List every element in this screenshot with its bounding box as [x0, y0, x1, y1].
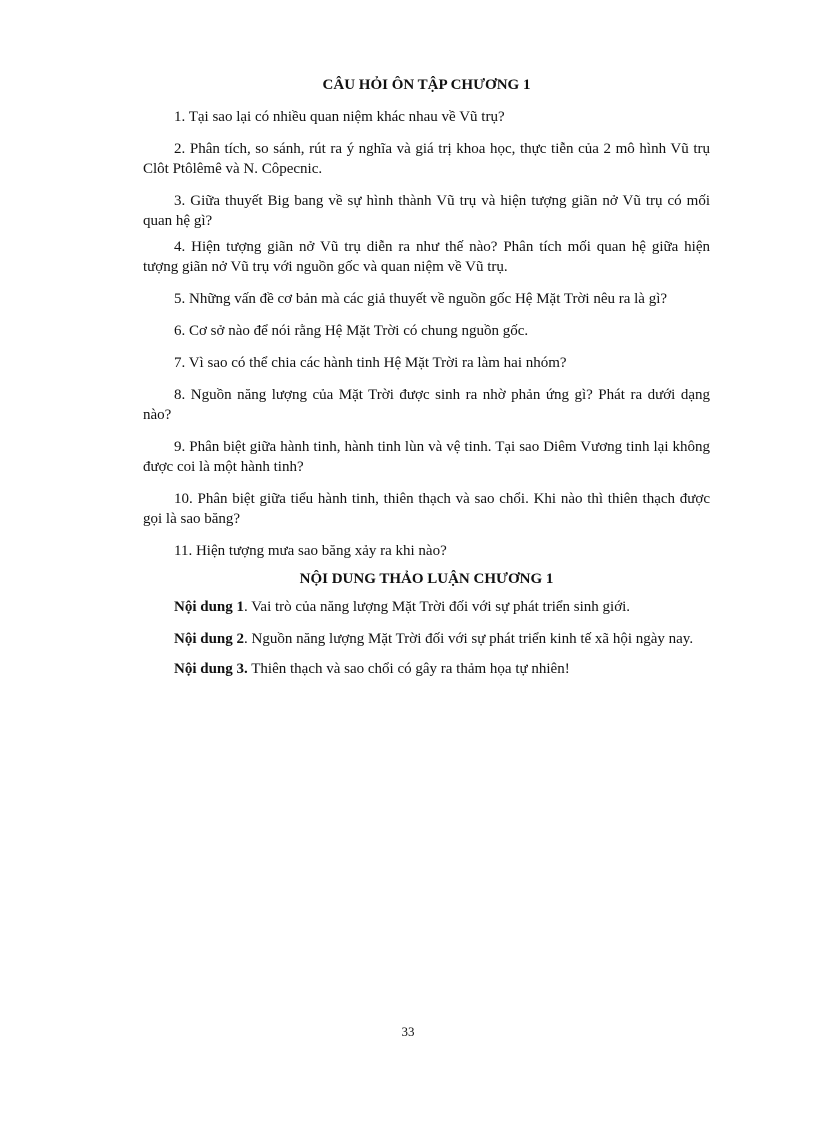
- discussion-item-1: [143, 597, 710, 617]
- discussion-heading: NỘI DUNG THẢO LUẬN CHƯƠNG 1: [299, 571, 554, 587]
- question-1: 1. Tại sao lại có nhiều quan niệm khác nhau về Vũ trụ?: [174, 109, 505, 125]
- question-10: 10. Phân biệt giữa tiểu hành tinh, thiên thạch và sao chổi. Khi nào thì thiên thạch được gọi là sao băng?: [143, 491, 710, 527]
- question-2: 2. Phân tích, so sánh, rút ra ý nghĩa và giá trị khoa học, thực tiễn của 2 mô hình Vũ trụ Clôt Ptôlêmê và N. Côpecnic.: [143, 141, 710, 177]
- discussion-item-2-text: . Nguồn năng lượng Mặt Trời đối với sự phát triển kinh tế xã hội ngày nay.: [244, 631, 694, 647]
- question-5: 5. Những vấn đề cơ bản mà các giả thuyết về nguồn gốc Hệ Mặt Trời nêu ra là gì?: [174, 291, 668, 307]
- question-4: 4. Hiện tượng giãn nở Vũ trụ diễn ra như thế nào? Phân tích mối quan hệ giữa hiện tượng giãn nở Vũ trụ với nguồn gốc và quan niệm về Vũ trụ.: [143, 239, 710, 275]
- discussion-item-3-text: Thiên thạch và sao chổi có gây ra thảm họa tự nhiên!: [247, 661, 570, 677]
- discussion-item-1-text: . Vai trò của năng lượng Mặt Trời đối với sự phát triển sinh giới.: [244, 599, 631, 615]
- discussion-item-3: [143, 659, 710, 679]
- discussion-item-1-label: Nội dung 1: [174, 599, 245, 615]
- question-11: 11. Hiện tượng mưa sao băng xảy ra khi nào?: [174, 543, 447, 559]
- page-number: 33: [401, 1024, 415, 1039]
- review-heading: CÂU HỎI ÔN TẬP CHƯƠNG 1: [322, 77, 531, 93]
- discussion-item-2: [143, 629, 710, 649]
- question-3: 3. Giữa thuyết Big bang về sự hình thành Vũ trụ và hiện tượng giãn nở Vũ trụ có mối quan hệ gì?: [143, 193, 710, 229]
- question-6: 6. Cơ sở nào để nói rằng Hệ Mặt Trời có chung nguồn gốc.: [174, 323, 529, 339]
- question-8: 8. Nguồn năng lượng của Mặt Trời được sinh ra nhờ phản ứng gì? Phát ra dưới dạng nào?: [143, 387, 710, 423]
- question-9: 9. Phân biệt giữa hành tinh, hành tinh lùn và vệ tinh. Tại sao Diêm Vương tinh lại không được coi là một hành tinh?: [143, 439, 710, 475]
- page-content: [143, 72, 710, 679]
- question-7: 7. Vì sao có thể chia các hành tinh Hệ Mặt Trời ra làm hai nhóm?: [174, 355, 567, 371]
- discussion-item-3-label: Nội dung 3.: [174, 661, 248, 677]
- discussion-item-2-label: Nội dung 2: [174, 631, 245, 647]
